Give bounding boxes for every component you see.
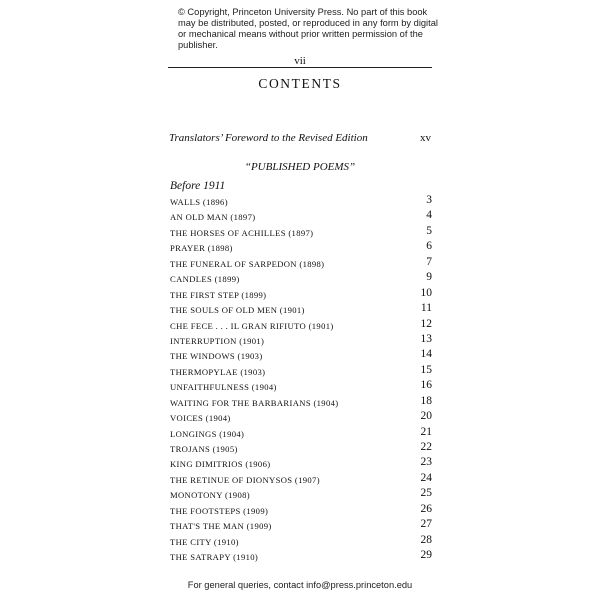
toc-entry	[170, 348, 432, 363]
foreword-title: Translators’ Foreword to the Revised Edition	[169, 132, 368, 144]
toc-entry-page: 15	[420, 363, 432, 376]
toc-entry-title: THE RETINUE OF DIONYSOS (1907)	[170, 474, 320, 485]
toc-entry	[170, 240, 432, 255]
toc-entry-title: CHE FECE . . . IL GRAN RIFIUTO (1901)	[170, 320, 334, 331]
toc-entry	[170, 333, 432, 348]
toc-entry-title: THE SATRAPY (1910)	[170, 552, 259, 563]
toc-entry-title: VOICES (1904)	[170, 413, 231, 424]
toc-entry-title: WALLS (1896)	[170, 197, 228, 207]
toc-entry-page: 27	[420, 518, 432, 531]
toc-entry-title: THE FIRST STEP (1899)	[170, 289, 267, 300]
toc-entry	[170, 426, 432, 441]
toc-entry-page: 9	[426, 271, 432, 284]
toc-entry-title: THE SOULS OF OLD MEN (1901)	[170, 305, 305, 316]
toc-entry-title: PRAYER (1898)	[170, 243, 233, 254]
toc-entry-title: THE WINDOWS (1903)	[170, 351, 263, 362]
copyright-notice: © Copyright, Princeton University Press. No part of this book may be distributed, posted, or reproduced in any form by digital or mechanical means without prior written permission of the publisher.	[178, 7, 438, 50]
toc-entry-title: THE HORSES OF ACHILLES (1897)	[170, 227, 314, 238]
toc-entry	[170, 379, 432, 394]
toc-entry-title: CANDLES (1899)	[170, 274, 240, 285]
toc-entry-title: UNFAITHFULNESS (1904)	[170, 382, 277, 393]
toc-entry-page: 26	[420, 502, 432, 515]
footer-contact: For general queries, contact info@press.princeton.edu	[187, 580, 413, 590]
toc-entry	[170, 472, 432, 487]
section-heading: “PUBLISHED POEMS”	[244, 161, 356, 173]
toc-entry-title: WAITING FOR THE BARBARIANS (1904)	[170, 397, 339, 408]
toc-entry-title: AN OLD MAN (1897)	[170, 212, 256, 223]
toc-entry-page: 24	[420, 471, 432, 484]
toc-entry	[170, 395, 432, 410]
toc-entry	[170, 256, 432, 271]
toc-entry	[170, 364, 432, 379]
toc-entry-page: 6	[426, 240, 432, 253]
toc-entry-page: 10	[420, 286, 432, 299]
toc-entry	[170, 302, 432, 317]
toc-entry	[170, 487, 432, 502]
toc-entry-page: 23	[420, 456, 432, 469]
toc-entry	[170, 410, 432, 425]
toc-entry-page: 20	[420, 410, 432, 423]
foreword-entry	[169, 132, 431, 148]
toc-entry-page: 21	[420, 425, 432, 438]
toc-entry-page: 13	[420, 332, 432, 345]
toc-entry	[170, 549, 432, 564]
toc-entry-title: THE FOOTSTEPS (1909)	[170, 505, 269, 516]
page-title: CONTENTS	[258, 76, 342, 91]
header-rule	[168, 67, 432, 68]
toc-entry-page: 5	[426, 224, 432, 237]
toc-entry	[170, 518, 432, 533]
toc-entry	[170, 271, 432, 286]
toc-entry-title: TROJANS (1905)	[170, 444, 238, 454]
foreword-page: xv	[420, 132, 431, 144]
toc-entry-title: MONOTONY (1908)	[170, 490, 250, 501]
toc-entry-page: 14	[420, 348, 432, 361]
toc-entry-page: 18	[420, 394, 432, 407]
contents-list	[170, 194, 432, 565]
toc-entry	[170, 441, 432, 456]
toc-entry-page: 3	[426, 194, 432, 206]
toc-entry-page: 4	[426, 209, 432, 222]
page-number: vii	[294, 55, 306, 67]
toc-entry-title: INTERRUPTION (1901)	[170, 335, 265, 346]
toc-entry-page: 16	[420, 379, 432, 392]
toc-entry	[170, 456, 432, 471]
toc-entry	[170, 225, 432, 240]
toc-entry-page: 22	[420, 441, 432, 453]
toc-entry-title: THE CITY (1910)	[170, 536, 239, 547]
toc-entry	[170, 194, 432, 209]
toc-entry-page: 7	[426, 255, 432, 268]
subsection-heading: Before 1911	[170, 180, 226, 192]
toc-entry-title: KING DIMITRIOS (1906)	[170, 459, 271, 470]
toc-entry-page: 11	[420, 302, 432, 315]
toc-entry-page: 12	[420, 317, 432, 330]
toc-entry-title: THERMOPYLAE (1903)	[170, 366, 266, 377]
toc-entry-title: THAT'S THE MAN (1909)	[170, 521, 272, 532]
toc-entry	[170, 287, 432, 302]
toc-entry-page: 28	[420, 533, 432, 546]
toc-entry-title: LONGINGS (1904)	[170, 428, 245, 439]
toc-entry	[170, 503, 432, 518]
toc-entry-title: THE FUNERAL OF SARPEDON (1898)	[170, 258, 325, 269]
toc-entry-page: 29	[420, 549, 432, 562]
toc-entry	[170, 209, 432, 224]
toc-entry	[170, 534, 432, 549]
toc-entry-page: 25	[420, 487, 432, 500]
toc-entry	[170, 318, 432, 333]
